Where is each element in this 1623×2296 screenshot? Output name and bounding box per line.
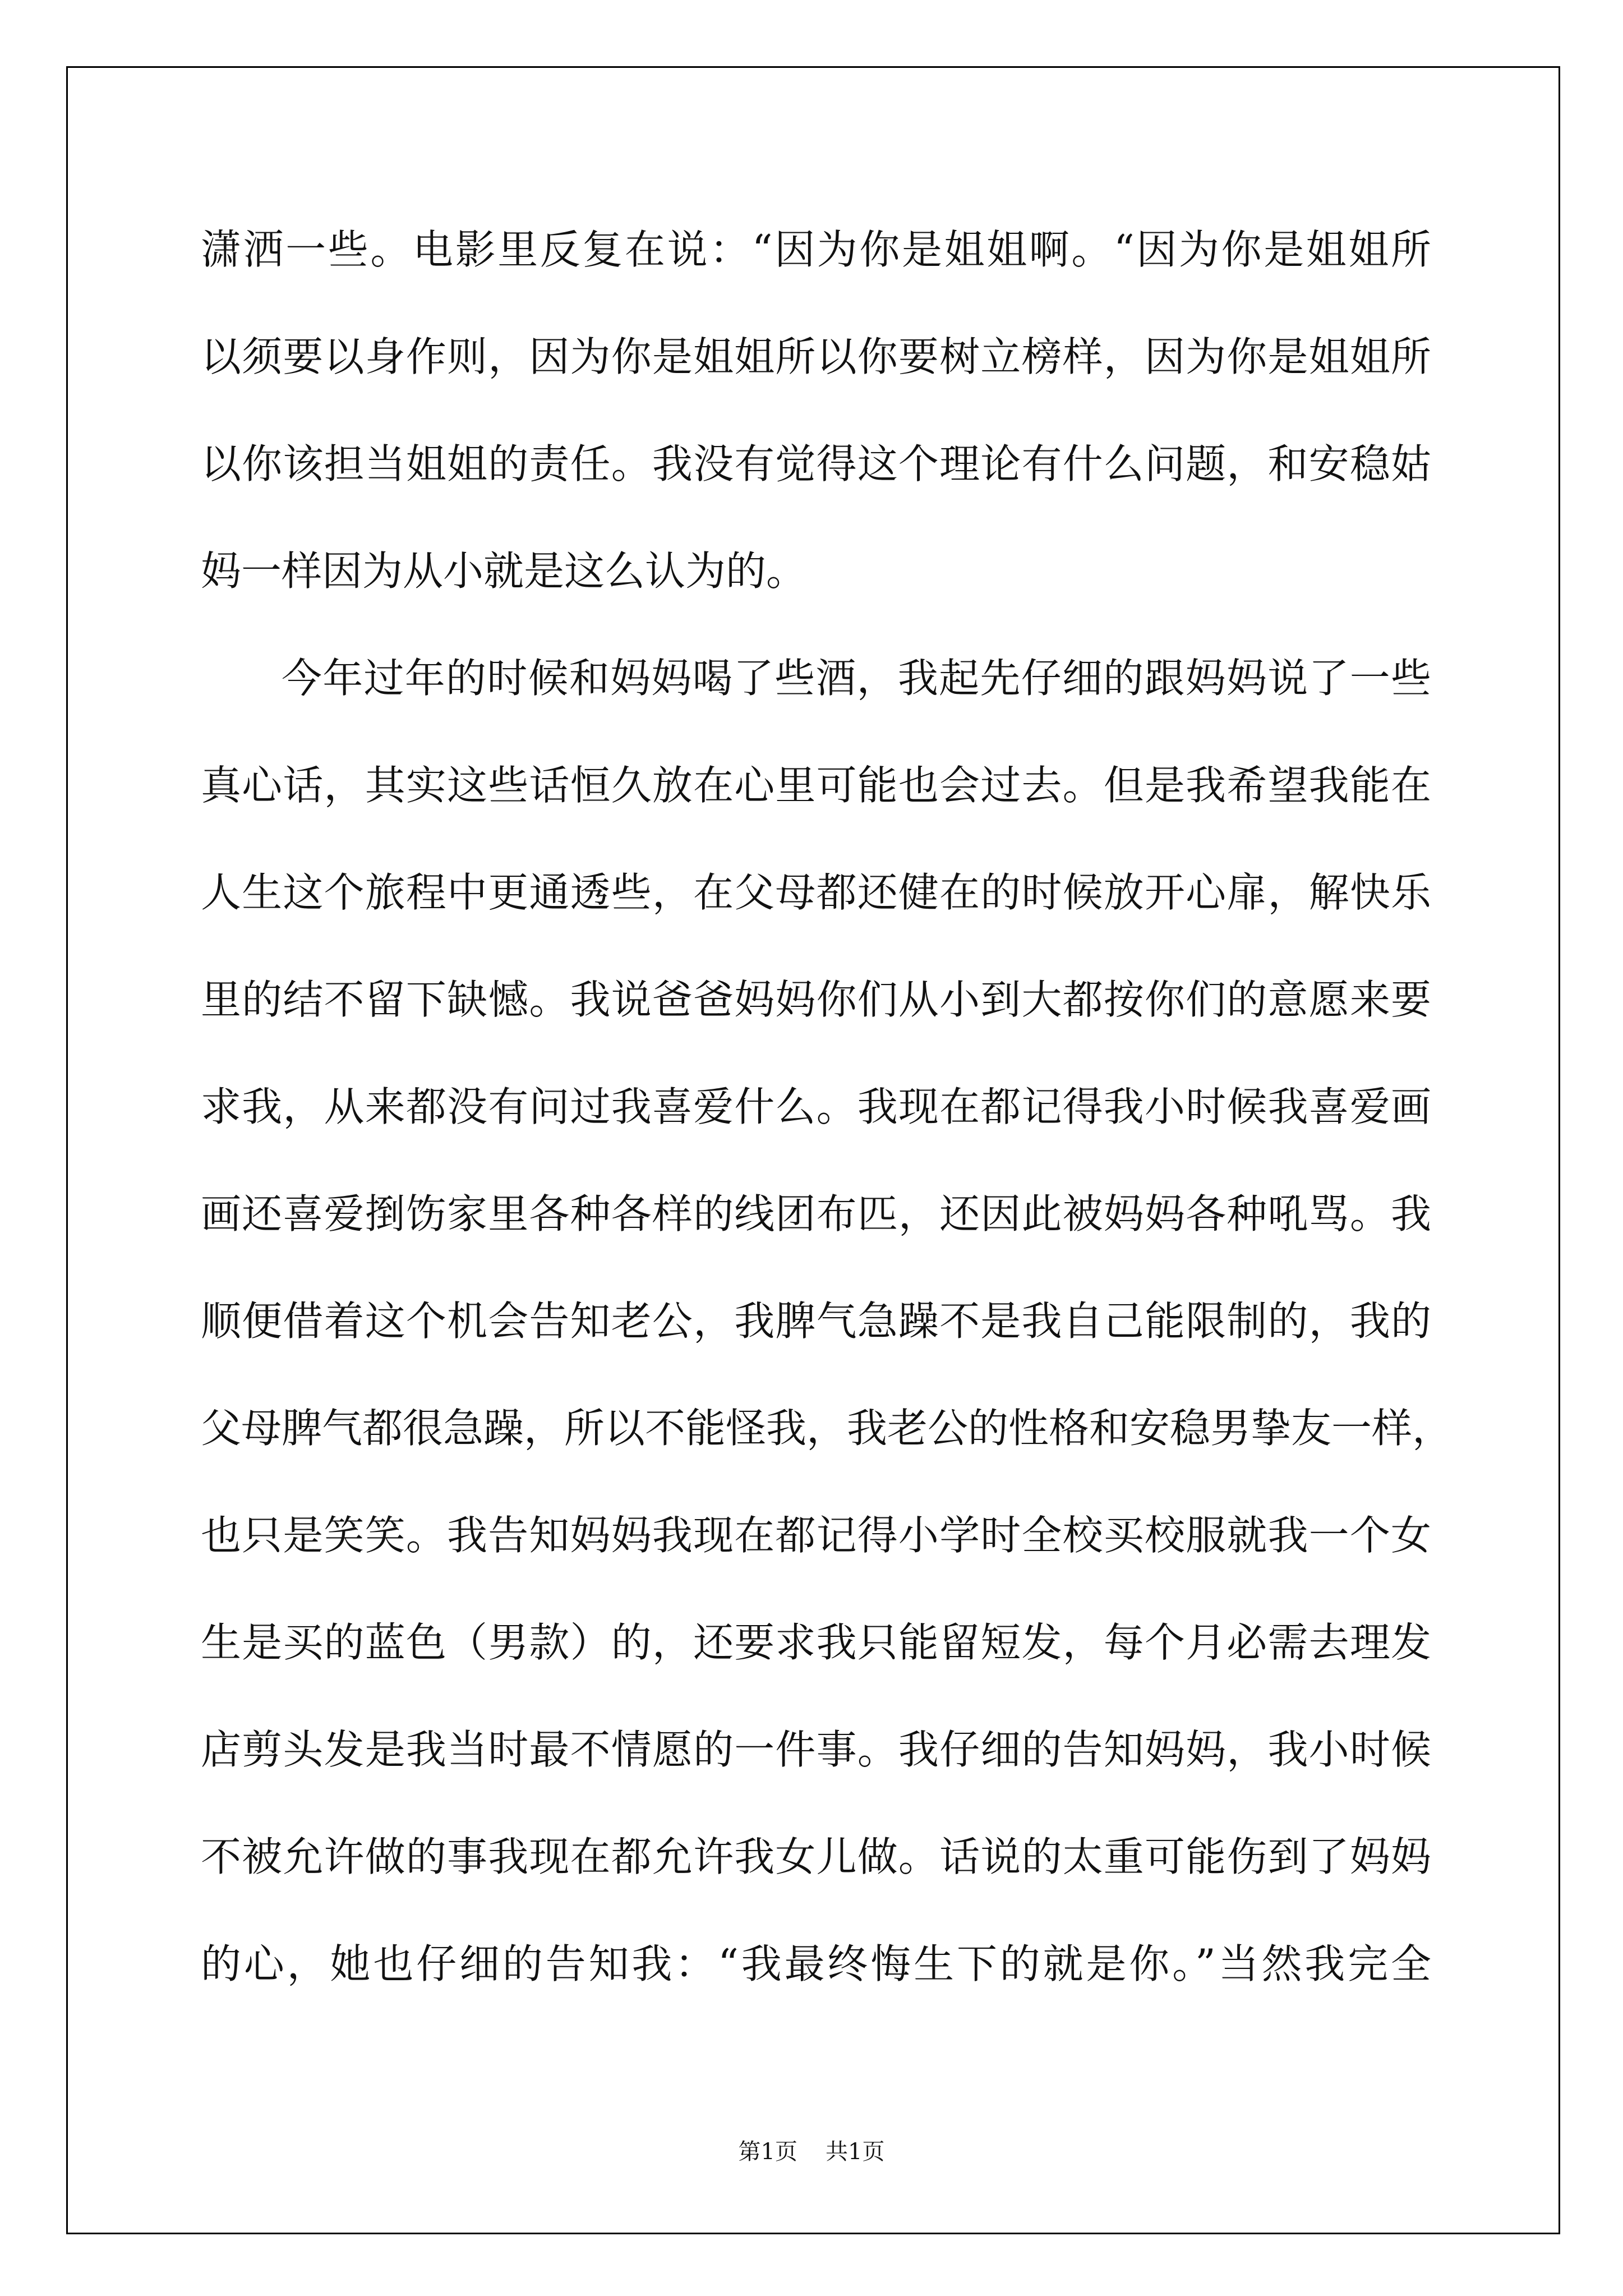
text-line: 潇洒一些。电影里反复在说：“因为你是姐姐啊。“因为你是姐姐所 — [201, 226, 1431, 273]
text-line: 顺便借着这个机会告知老公，我脾气急躁不是我自己能限制的，我的 — [201, 1297, 1431, 1345]
text-line: 妈一样因为从小就是这么认为的。 — [201, 547, 807, 595]
text-line: 人生这个旅程中更通透些，在父母都还健在的时候放开心扉，解快乐 — [201, 869, 1431, 916]
paragraph-1 — [201, 196, 1431, 625]
text-line: 的心，她也仔细的告知我：“我最终悔生下的就是你。”当然我完全 — [201, 1940, 1431, 1987]
text-line: 不被允许做的事我现在都允许我女儿做。话说的太重可能伤到了妈妈 — [201, 1833, 1431, 1880]
text-line: 求我，从来都没有问过我喜爱什么。我现在都记得我小时候我喜爱画 — [201, 1083, 1431, 1130]
page-total: 共1页 — [826, 2139, 885, 2165]
text-line: 画还喜爱捯饬家里各种各样的线团布匹，还因此被妈妈各种吼骂。我 — [201, 1190, 1431, 1237]
text-line: 店剪头发是我当时最不情愿的一件事。我仔细的告知妈妈，我小时候 — [201, 1726, 1431, 1773]
text-line: 里的结不留下缺憾。我说爸爸妈妈你们从小到大都按你们的意愿来要 — [201, 976, 1431, 1023]
text-line: 也只是笑笑。我告知妈妈我现在都记得小学时全校买校服就我一个女 — [201, 1512, 1431, 1559]
paragraph-2 — [201, 625, 1453, 2018]
text-line: 父母脾气都很急躁，所以不能怪我，我老公的性格和安稳男挚友一样， — [201, 1405, 1453, 1452]
document-body — [201, 196, 1453, 2018]
text-line: 以你该担当姐姐的责任。我没有觉得这个理论有什么问题，和安稳姑 — [201, 440, 1431, 487]
text-line: 真心话，其实这些话恒久放在心里可能也会过去。但是我希望我能在 — [201, 762, 1431, 809]
page-number: 第1页 — [738, 2139, 797, 2165]
page-footer — [0, 2135, 1623, 2169]
text-line: 生是买的蓝色（男款）的，还要求我只能留短发，每个月必需去理发 — [201, 1619, 1431, 1666]
text-line: 今年过年的时候和妈妈喝了些酒，我起先仔细的跟妈妈说了一些 — [282, 655, 1431, 702]
text-line: 以须要以身作则，因为你是姐姐所以你要树立榜样，因为你是姐姐所 — [201, 333, 1431, 380]
